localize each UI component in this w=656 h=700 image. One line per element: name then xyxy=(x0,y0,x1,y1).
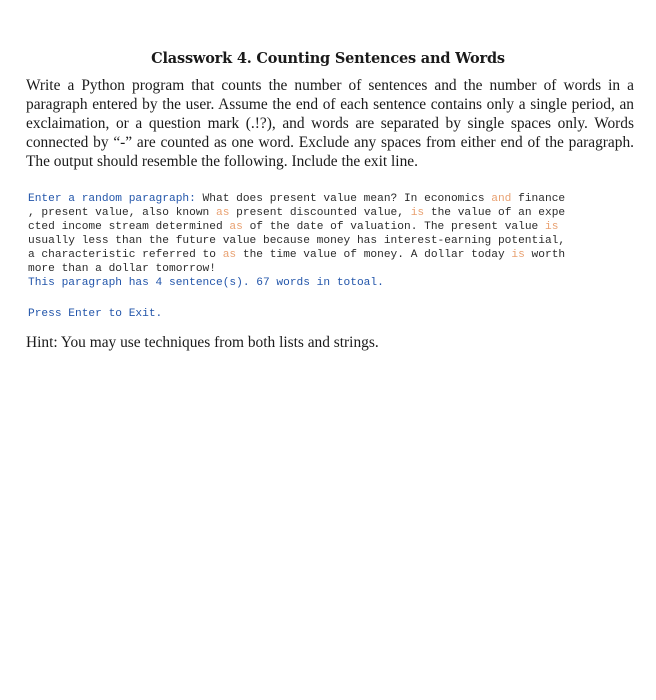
console-line: usually less than the future value because money has interest-earning potential, xyxy=(28,235,566,247)
console-text: , present value, also known xyxy=(28,207,216,219)
console-output xyxy=(28,192,628,290)
console-keyword: as xyxy=(222,249,237,261)
console-text: worth xyxy=(524,249,566,261)
console-text: present discounted value, xyxy=(229,207,411,219)
hint-text: Hint: You may use techniques from both lists and strings. xyxy=(26,334,379,351)
console-text: finance xyxy=(511,193,566,205)
instructions-paragraph xyxy=(26,76,634,171)
console-keyword: as xyxy=(215,207,230,219)
console-keyword: is xyxy=(410,207,425,219)
console-result: This paragraph has 4 sentence(s). 67 words in totoal. xyxy=(28,277,384,289)
console-exit-line: Press Enter to Exit. xyxy=(28,308,163,320)
console-keyword: and xyxy=(491,193,512,205)
console-line xyxy=(28,192,628,206)
console-keyword: is xyxy=(544,221,559,233)
console-keyword: is xyxy=(511,249,525,261)
instructions-text: Write a Python program that counts the number of sentences and the number of words in a paragraph entered by the user. Assume the end of each sentence contains only a single period, an exclaimation, or a question mark (.!?), and words are separated by single spaces only. Words connected by “-” are counted as one word. Exclude any spaces from either end of the paragraph. The output should resemble the following. Include the exit line. xyxy=(26,77,634,170)
console-line: more than a dollar tomorrow! xyxy=(28,263,216,275)
console-text: a characteristic referred to xyxy=(28,249,223,261)
console-prompt: Enter a random paragraph: xyxy=(28,193,196,205)
console-line xyxy=(28,248,628,262)
console-text: the value of an expe xyxy=(424,207,566,219)
page-title: Classwork 4. Counting Sentences and Words xyxy=(151,50,505,67)
console-line xyxy=(28,220,628,234)
console-keyword: as xyxy=(229,221,243,233)
console-text: What does present value mean? In economics xyxy=(195,193,492,205)
console-text: the time value of money. A dollar today xyxy=(236,249,512,261)
console-line xyxy=(28,206,628,220)
console-text: cted income stream determined xyxy=(28,221,230,233)
console-text: of the date of valuation. The present value xyxy=(242,221,545,233)
